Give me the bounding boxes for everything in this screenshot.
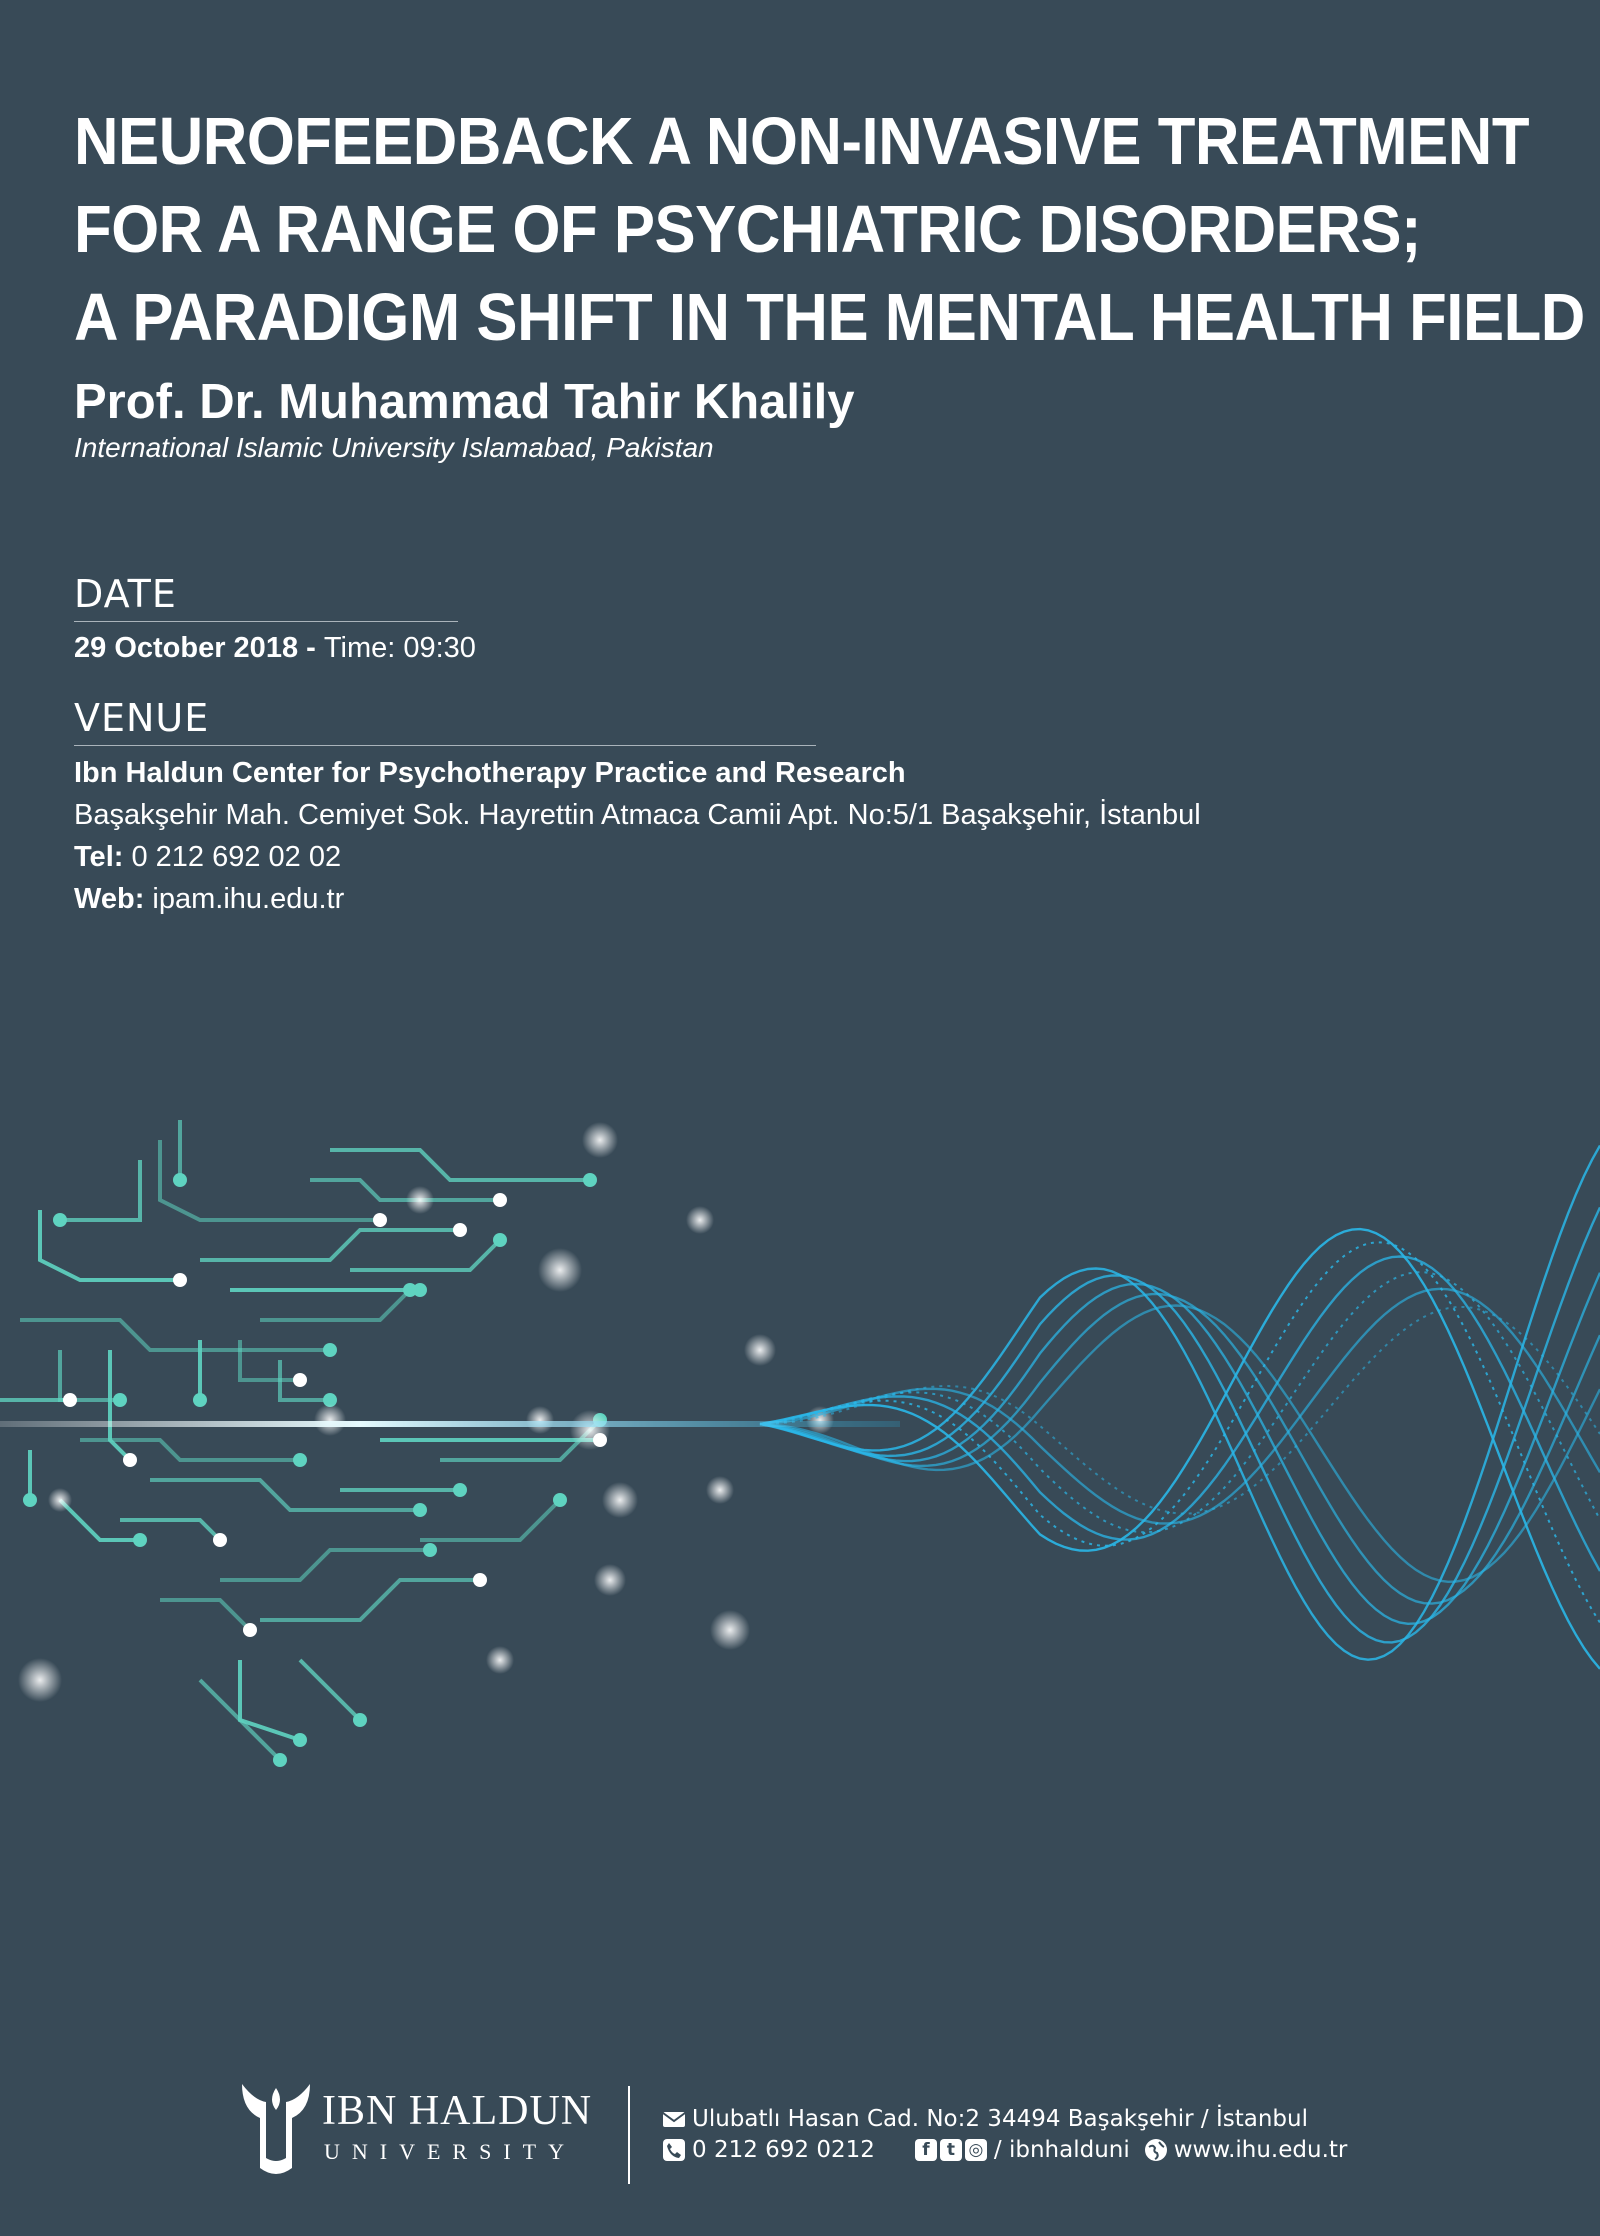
glow-particle — [538, 1248, 582, 1292]
event-time: Time: 09:30 — [323, 632, 476, 664]
circuit-node — [53, 1213, 67, 1227]
wave-line — [760, 1307, 1600, 1514]
venue-web — [74, 883, 344, 916]
event-date: 29 October 2018 — [74, 632, 299, 664]
speaker-name: Prof. Dr. Muhammad Tahir Khalily — [74, 375, 855, 429]
web-label: Web: — [74, 883, 145, 915]
footer-address-row — [662, 2106, 1308, 2132]
circuit-node — [373, 1213, 387, 1227]
web-link[interactable]: ipam.ihu.edu.tr — [144, 883, 345, 915]
footer-social-handle[interactable]: / ibnhalduni — [993, 2137, 1130, 2163]
glow-particle — [18, 1658, 62, 1702]
tel-number[interactable]: 0 212 692 02 02 — [123, 841, 342, 873]
footer-divider — [628, 2086, 630, 2184]
circuit-trace — [420, 1500, 560, 1540]
twitter-icon[interactable]: t — [940, 2139, 962, 2161]
circuit-trace — [200, 1230, 460, 1260]
venue-name — [74, 757, 906, 790]
circuit-node — [583, 1173, 597, 1187]
phone-icon — [662, 2138, 686, 2162]
wave-line — [760, 1273, 1600, 1624]
circuit-trace — [150, 1480, 420, 1510]
circuit-node — [423, 1543, 437, 1557]
date-line — [74, 632, 476, 665]
speaker-affiliation: International Islamic University Islamabad, Pakistan — [74, 432, 714, 463]
glow-particle — [406, 1186, 434, 1214]
glow-particle — [710, 1610, 750, 1650]
globe-icon — [1144, 2138, 1168, 2162]
glow-particle — [686, 1206, 714, 1234]
facebook-icon[interactable]: f — [915, 2139, 937, 2161]
circuit-node — [293, 1373, 307, 1387]
circuit-node — [173, 1173, 187, 1187]
circuit-trace — [20, 1320, 330, 1350]
glow-particle — [594, 1564, 626, 1596]
glow-particle — [602, 1482, 638, 1518]
ibn-haldun-logo-icon — [236, 2080, 316, 2180]
glow-particle — [48, 1488, 72, 1512]
glow-particle — [570, 1410, 610, 1450]
date-divider — [74, 621, 458, 622]
circuit-trace — [160, 1600, 250, 1630]
glow-particle — [486, 1646, 514, 1674]
circuit-trace — [60, 1160, 140, 1220]
circuit-node — [453, 1483, 467, 1497]
event-title — [74, 98, 1585, 362]
circuit-node — [213, 1533, 227, 1547]
venue-divider — [74, 745, 816, 746]
venue-address: Başakşehir Mah. Cemiyet Sok. Hayrettin Atmaca Camii Apt. No:5/1 Başakşehir, İstanbul — [74, 799, 1201, 831]
circuit-node — [323, 1343, 337, 1357]
instagram-icon[interactable]: ◎ — [965, 2139, 987, 2161]
venue-label: VENUE — [74, 696, 210, 740]
circuit-node — [133, 1533, 147, 1547]
circuit-node — [293, 1453, 307, 1467]
title-line-1: NEUROFEEDBACK A NON-INVASIVE TREATMENT — [74, 104, 1530, 179]
glow-particle — [526, 1406, 554, 1434]
title-line-2: FOR A RANGE OF PSYCHIATRIC DISORDERS; — [74, 192, 1422, 267]
circuit-trace — [300, 1660, 360, 1720]
circuit-node — [353, 1713, 367, 1727]
circuit-trace — [260, 1290, 410, 1320]
circuit-node — [493, 1233, 507, 1247]
circuit-node — [413, 1503, 427, 1517]
title-line-3: A PARADIGM SHIFT IN THE MENTAL HEALTH FIELD — [74, 280, 1585, 355]
circuit-trace — [260, 1580, 480, 1620]
footer-contact-row — [662, 2137, 1347, 2163]
circuit-trace — [220, 1550, 430, 1580]
circuit-node — [403, 1283, 417, 1297]
university-subtitle: UNIVERSITY — [324, 2139, 576, 2164]
date-time-separator: - — [298, 632, 324, 664]
circuit-node — [473, 1573, 487, 1587]
circuit-trace — [350, 1240, 500, 1270]
footer-phone[interactable]: 0 212 692 0212 — [692, 2137, 875, 2163]
circuit-node — [193, 1393, 207, 1407]
circuit-node — [173, 1273, 187, 1287]
circuit-trace — [240, 1340, 300, 1380]
mail-icon — [662, 2107, 686, 2131]
glow-particle — [582, 1122, 618, 1158]
circuit-node — [553, 1493, 567, 1507]
glow-particle — [744, 1334, 776, 1366]
tel-label: Tel: — [74, 841, 124, 873]
university-name: IBN HALDUN — [322, 2088, 593, 2134]
circuit-node — [113, 1393, 127, 1407]
circuit-trace — [330, 1150, 590, 1180]
glow-particle — [706, 1476, 734, 1504]
footer-address: Ulubatlı Hasan Cad. No:2 34494 Başakşehir / İstanbul — [692, 2106, 1309, 2132]
circuit-brain-wave-illustration — [0, 1020, 1600, 1780]
circuit-node — [243, 1623, 257, 1637]
venue-name-text: Ibn Haldun Center for Psychotherapy Practice and Research — [74, 757, 906, 789]
circuit-brain — [0, 1120, 607, 1767]
circuit-node — [23, 1493, 37, 1507]
circuit-node — [293, 1733, 307, 1747]
footer-website[interactable]: www.ihu.edu.tr — [1173, 2137, 1348, 2163]
glow-particle — [314, 1404, 346, 1436]
circuit-node — [63, 1393, 77, 1407]
circuit-trace — [310, 1180, 500, 1200]
circuit-node — [453, 1223, 467, 1237]
venue-tel — [74, 841, 341, 874]
light-beam — [0, 1421, 900, 1427]
circuit-node — [493, 1193, 507, 1207]
circuit-node — [273, 1753, 287, 1767]
wave-lines — [760, 1146, 1600, 1669]
circuit-node — [123, 1453, 137, 1467]
date-label: DATE — [74, 572, 177, 616]
